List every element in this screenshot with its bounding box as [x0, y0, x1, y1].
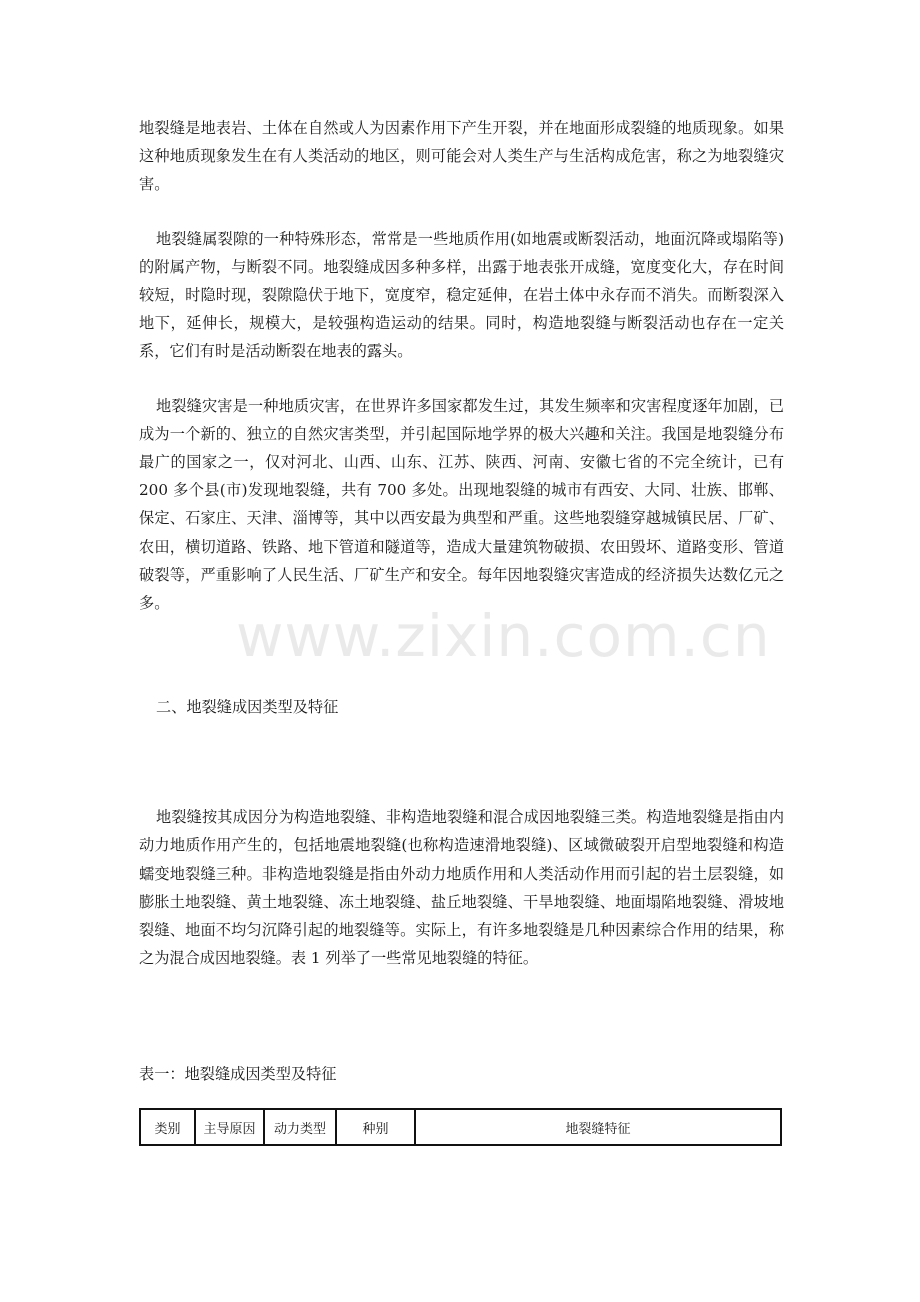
table-caption: 表一：地裂缝成因类型及特征: [139, 1065, 337, 1084]
header-features: 地裂缝特征: [415, 1109, 781, 1145]
document-body: [139, 114, 784, 1146]
watermark: www.zixin.com.cn: [236, 602, 771, 670]
header-category: 类别: [140, 1109, 195, 1145]
header-main-cause: 主导原因: [195, 1109, 264, 1145]
paragraph-fissure-vs-fault: 地裂缝属裂隙的一种特殊形态，常常是一些地质作用(如地震或断裂活动，地面沉降或塌陷等)的附属产物，与断裂不同。地裂缝成因多种多样，出露于地表张开成缝，宽度变化大，存在时间较短，时隐时现，裂隙隐伏于地下，宽度窄，稳定延伸，在岩土体中永存而不消失。而断裂深入地下，延伸长，规模大，是较强构造运动的结果。同时，构造地裂缝与断裂活动也存在一定关系，它们有时是活动断裂在地表的露头。: [139, 229, 784, 361]
paragraph-classification: 地裂缝按其成因分为构造地裂缝、非构造地裂缝和混合成因地裂缝三类。构造地裂缝是指由内动力地质作用产生的，包括地震地裂缝(也称构造速滑地裂缝)、区域微破裂开启型地裂缝和构造蠕变地裂缝三种。非构造地裂缝是指由外动力地质作用和人类活动作用而引起的岩土层裂缝，如膨胀土地裂缝、黄土地裂缝、冻土地裂缝、盐丘地裂缝、干旱地裂缝、地面塌陷地裂缝、滑坡地裂缝、地面不均匀沉降引起的地裂缝等。实际上，有许多地裂缝是几种因素综合作用的结果，称之为混合成因地裂缝。表 1 列举了一些常见地裂缝的特征。: [139, 808, 784, 968]
fissure-type-table: [139, 1108, 782, 1146]
section-heading: 二、地裂缝成因类型及特征: [156, 698, 339, 717]
paragraph-definition: 地裂缝是地表岩、土体在自然或人为因素作用下产生开裂，并在地面形成裂缝的地质现象。如果这种地质现象发生在有人类活动的地区，则可能会对人类生产与生活构成危害，称之为地裂缝灾害。: [139, 119, 784, 194]
table-header-row: [140, 1109, 781, 1145]
header-subtype: 种别: [336, 1109, 415, 1145]
header-dynamic-type: 动力类型: [264, 1109, 336, 1145]
paragraph-hazard-overview: 地裂缝灾害是一种地质灾害，在世界许多国家都发生过，其发生频率和灾害程度逐年加剧，已成为一个新的、独立的自然灾害类型，并引起国际地学界的极大兴趣和关注。我国是地裂缝分布最广的国家之一，仅对河北、山西、山东、江苏、陕西、河南、安徽七省的不完全统计，已有 200 多个县(市)发现地裂缝，共有 700 多处。出现地裂缝的城市有西安、大同、壮族、邯郸、保定、石家庄、天津、淄博等，其中以西安最为典型和严重。这些地裂缝穿越城镇民居、厂矿、农田，横切道路、铁路、地下管道和隧道等，造成大量建筑物破损、农田毁坏、道路变形、管道破裂等，严重影响了人民生活、厂矿生产和安全。每年因地裂缝灾害造成的经济损失达数亿元之多。: [139, 396, 784, 613]
